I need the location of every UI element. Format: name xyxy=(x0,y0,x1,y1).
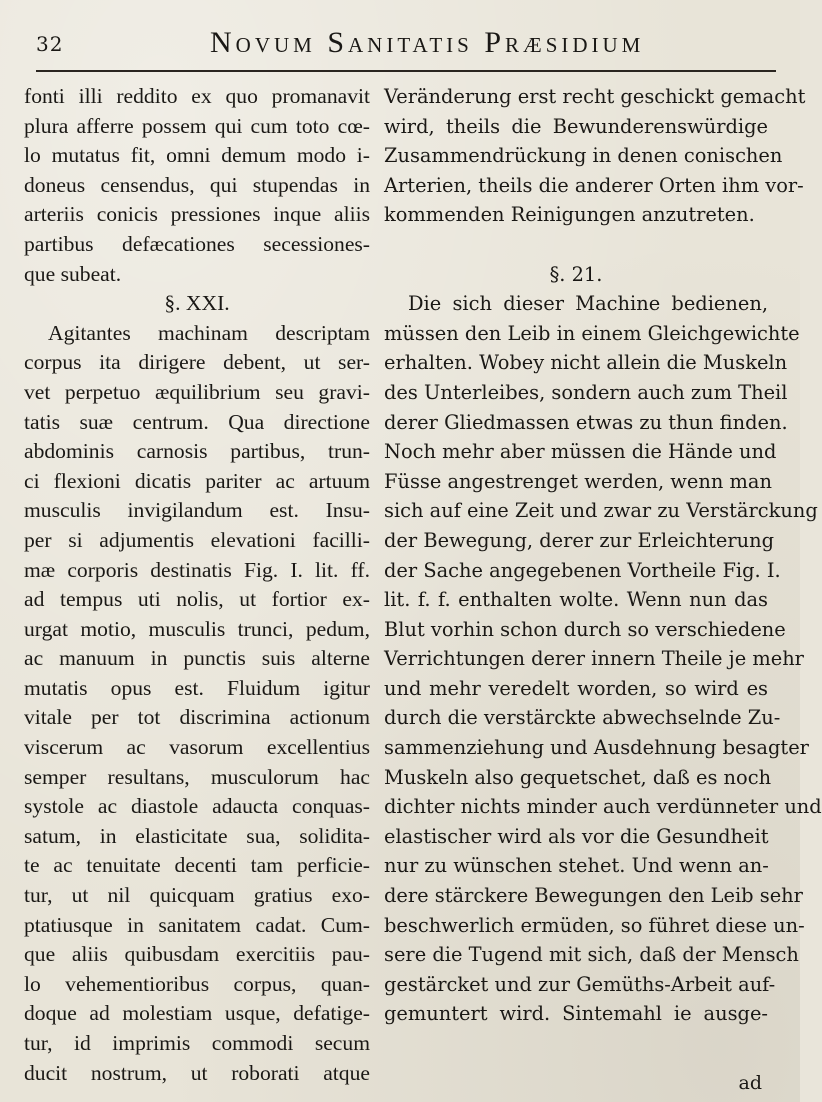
text-line: plura afferre possem qui cum toto cœ- xyxy=(24,113,370,138)
text-line xyxy=(384,230,768,260)
text-line: te ac tenuitate decenti tam perficie- xyxy=(24,853,370,878)
text-line: wird, theils die Bewunderenswürdige xyxy=(384,114,768,138)
text-line: urgat motio, musculis trunci, pedum, xyxy=(24,616,370,641)
text-line: satum, in elasticitate sua, solidita- xyxy=(24,823,370,848)
latin-column xyxy=(24,82,370,1088)
text-line: und mehr veredelt worden, so wird es xyxy=(384,676,768,700)
text-line: gestärcket und zur Gemüths-Arbeit auf- xyxy=(384,972,776,996)
running-title: Novum Sanitatis Præsidium xyxy=(210,26,645,59)
text-line: ad tempus uti nolis, ut fortior ex- xyxy=(24,587,370,612)
text-line: que subeat. xyxy=(24,261,122,286)
text-line: abdominis carnosis partibus, trun- xyxy=(24,439,370,464)
text-line: dichter nichts minder auch verdünneter und xyxy=(384,795,822,819)
text-line: sich auf eine Zeit und zwar zu Verstärckung xyxy=(384,499,818,523)
text-line: des Unterleibes, sondern auch zum Theil xyxy=(384,380,788,404)
text-line: der Bewegung, derer zur Erleichterung xyxy=(384,528,775,552)
text-line: §. XXI. xyxy=(164,291,230,316)
text-line: que aliis quibusdam exercitiis pau- xyxy=(24,942,370,967)
text-line: Füsse angestrenget werden, wenn man xyxy=(384,469,772,493)
text-line: dere stärckere Bewegungen den Leib sehr xyxy=(384,884,803,908)
text-line: gemuntert wird. Sintemahl ie ausge- xyxy=(384,1002,768,1026)
text-line: Blut vorhin schon durch so verschiedene xyxy=(384,617,786,641)
text-line: sammenziehung und Ausdehnung besagter xyxy=(384,736,809,760)
text-line: ci flexioni dicatis pariter ac artuum xyxy=(24,468,370,493)
text-line: per si adjumentis elevationi facilli- xyxy=(24,527,370,552)
text-line: semper resultans, musculorum hac xyxy=(24,764,370,789)
text-line: arteriis conicis pressiones inque aliis xyxy=(24,202,370,227)
text-line: lo vehementioribus corpus, quan- xyxy=(24,971,370,996)
text-line: beschwerlich ermüden, so führet diese un- xyxy=(384,913,805,937)
text-line: tur, id imprimis commodi secum xyxy=(24,1031,370,1055)
text-line: Arterien, theils die anderer Orten ihm vor- xyxy=(384,173,804,197)
text-line: partibus defæcationes secessiones- xyxy=(24,231,370,256)
text-line: derer Gliedmassen etwas zu thun finden. xyxy=(384,410,788,434)
text-line: der Sache angegebenen Vortheile Fig. I. xyxy=(384,558,781,582)
text-line: nur zu wünschen stehet. Und wenn an- xyxy=(384,854,769,878)
text-line: mutatis opus est. Fluidum igitur xyxy=(24,675,370,700)
text-line: fonti illi reddito ex quo promanavit xyxy=(24,84,370,108)
text-line: Noch mehr aber müssen die Hände und xyxy=(384,440,777,464)
text-line: sere die Tugend mit sich, daß der Mensch xyxy=(384,943,799,967)
text-line: Muskeln also gequetschet, daß es noch xyxy=(384,765,772,789)
text-line: vet perpetuo æquilibrium seu gravi- xyxy=(24,379,370,404)
text-line: Veränderung erst recht geschickt gemacht xyxy=(384,85,806,108)
german-column xyxy=(384,82,822,1029)
catchword: ad xyxy=(738,1072,762,1094)
text-line: elastischer wird als vor die Gesundheit xyxy=(384,824,769,848)
text-line: doneus censendus, qui stupendas in xyxy=(24,172,370,197)
text-line: ac manuum in punctis suis alterne xyxy=(24,646,370,671)
text-line: ptatiusque in sanitatem cadat. Cum- xyxy=(24,912,370,937)
page-header xyxy=(36,18,776,78)
page-number: 32 xyxy=(36,32,64,56)
text-line: viscerum ac vasorum excellentius xyxy=(24,735,370,760)
text-line: mæ corporis destinatis Fig. I. lit. ff. xyxy=(24,557,370,582)
text-line: musculis invigilandum est. Insu- xyxy=(24,498,370,523)
text-line: vitale per tot discrimina actionum xyxy=(24,705,370,730)
text-line: lit. f. f. enthalten wolte. Wenn nun das xyxy=(384,588,768,612)
text-line: tatis suæ centrum. Qua directione xyxy=(24,409,370,434)
text-line: systole ac diastole adaucta conquas- xyxy=(24,794,370,819)
text-line: kommenden Reinigungen anzutreten. xyxy=(384,203,755,227)
text-line: tur, ut nil quicquam gratius exo- xyxy=(24,883,370,908)
header-rule xyxy=(36,70,776,72)
text-line: müssen den Leib in einem Gleichgewichte xyxy=(384,321,800,345)
text-line: doque ad molestiam usque, defatige- xyxy=(24,1001,370,1026)
text-line: Zusammendrückung in denen conischen xyxy=(384,144,783,168)
text-line: durch die verstärckte abwechselnde Zu- xyxy=(384,706,781,730)
text-line: Die sich dieser Machine bedienen, xyxy=(408,292,768,316)
text-line: erhalten. Wobey nicht allein die Muskeln xyxy=(384,351,788,375)
text-line: Agitantes machinam descriptam xyxy=(48,320,370,345)
text-line: corpus ita dirigere debent, ut ser- xyxy=(24,350,370,375)
text-line: ducit nostrum, ut roborati atque xyxy=(24,1060,370,1085)
text-line: §. 21. xyxy=(549,262,603,286)
text-line: Verrichtungen derer innern Theile je mehr xyxy=(384,647,804,671)
text-line: lo mutatus fit, omni demum modo i- xyxy=(24,143,370,168)
